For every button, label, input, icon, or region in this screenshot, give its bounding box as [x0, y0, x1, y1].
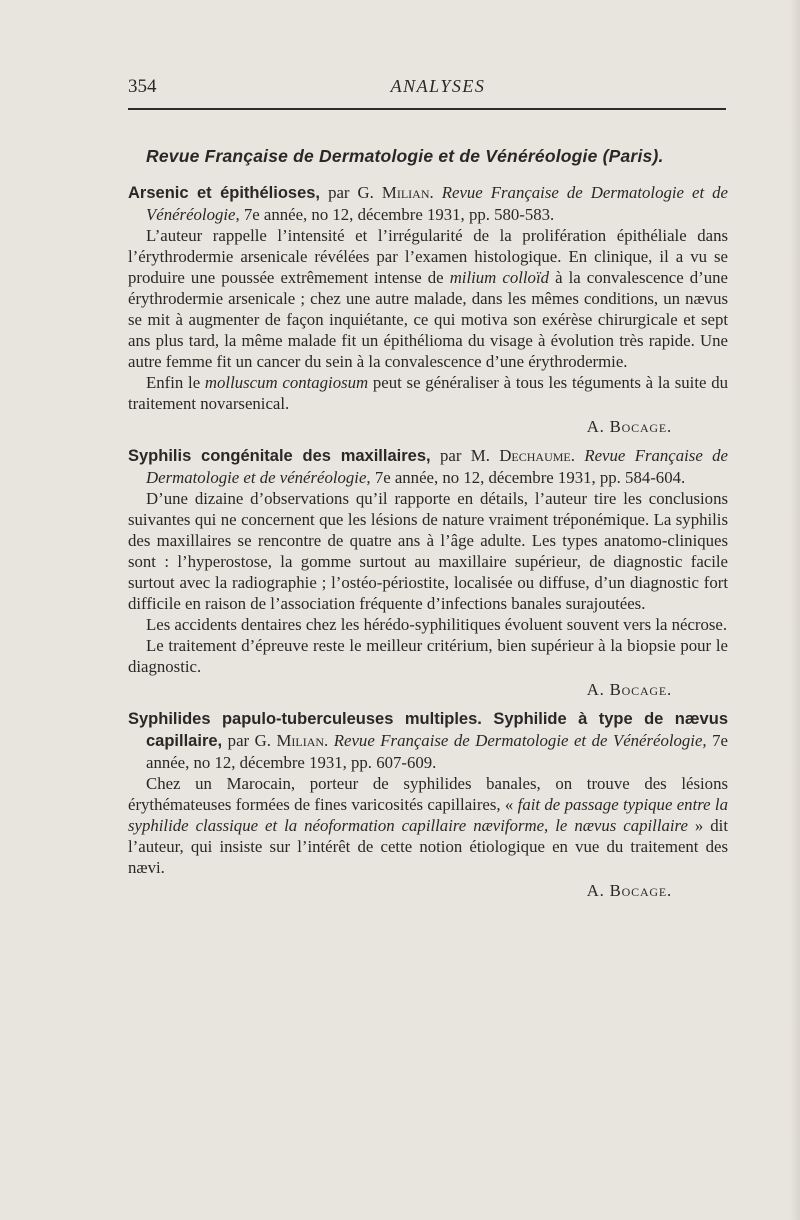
page-edge-shadow [790, 0, 800, 1220]
entry-heading [128, 182, 728, 225]
entry-paragraph: L’auteur rappelle l’intensité et l’irrégularité de la prolifération épithéliale dans l’érythrodermie arsenicale révélées par l’examen histologique. En clinique, il a vu se produire une poussée extrêmement intense de milium colloïd à la convalescence d’une érythrodermie arsenicale ; chez une autre malade, dans les mêmes conditions, un nævus se mit à augmenter de façon inquiétante, ce qui motiva son exérèse chirurgicale et sept ans plus tard, la même malade fit un épithélioma du visage à évolution très rapide. Une autre femme fit un cancer du sein à la convalescence d’une érythrodermie. [128, 226, 728, 371]
review-entry-1 [128, 182, 728, 437]
entry-citation: 7e année, no 12, décembre 1931, pp. 580-583. [243, 205, 555, 224]
entry-signature: A. Bocage. [586, 881, 672, 900]
entry-signature: A. Bocage. [586, 680, 672, 699]
running-title: ANALYSES [390, 76, 486, 96]
journal-section-title: Revue Française de Dermatologie et de Vénéréologie (Paris). [146, 146, 664, 166]
entry-title: Syphilides papulo-tuberculeuses multiples. Syphilide à type de nævus capillaire, [128, 710, 728, 750]
entry-author: Milian. [381, 183, 434, 202]
entry-title: Syphilis congénitale des maxillaires, [128, 447, 431, 465]
entry-paragraph: Enfin le molluscum contagiosum peut se généraliser à tous les téguments à la suite du traitement novarsenical. [128, 373, 728, 413]
entry-journal: Revue Française de Dermatologie et de Vénéréologie, [146, 183, 728, 224]
entry-citation: 7e année, no 12, décembre 1931, pp. 584-604. [374, 468, 686, 487]
review-entry-2 [128, 445, 728, 700]
article-body [128, 182, 728, 909]
entry-author: Dechaume. [499, 446, 575, 465]
entry-paragraph: Les accidents dentaires chez les hérédo-syphilitiques évoluent souvent vers la nécrose. [146, 615, 728, 634]
page-number: 354 [128, 76, 157, 97]
entry-heading [128, 445, 728, 488]
header-rule [128, 108, 726, 110]
entry-heading [128, 708, 728, 773]
entry-journal: Revue Française de Dermatologie et de vénéréologie, [146, 446, 728, 487]
entry-paragraph: Chez un Marocain, porteur de syphilides banales, on trouve des lésions érythémateuses formées de fines varicosités capillaires, « fait de passage typique entre la syphilide classique et la néoformation capillaire næviforme, le nævus capillaire » dit l’auteur, qui insiste sur l’intérêt de cette notion étiologique en vue du traitement des nævi. [128, 774, 728, 877]
entry-by: par G. [227, 731, 271, 750]
running-header [128, 70, 726, 110]
entry-by: par G. [328, 183, 374, 202]
entry-citation: 7e année, no 12, décembre 1931, pp. 607-609. [146, 731, 728, 772]
entry-title: Arsenic et épithélioses, [128, 184, 321, 202]
entry-journal: Revue Française de Dermatologie et de Vénéréologie, [333, 731, 707, 750]
entry-author: Milian. [276, 731, 329, 750]
entry-by: par M. [439, 446, 490, 465]
entry-signature: A. Bocage. [586, 417, 672, 436]
review-entry-3 [128, 708, 728, 901]
entry-paragraph: D’une dizaine d’observations qu’il rapporte en détails, l’auteur tire les conclusions suivantes qui ne concernent que les lésions de nature vraiment tréponémique. La syphilis des maxillaires se rencontre de quatre ans à l’âge adulte. Les types anatomo-cliniques sont : l’hyperostose, la gomme surtout au maxillaire supérieur, de diagnostic facile surtout avec la radiographie ; l’ostéo-périostite, localisée ou diffuse, d’un diagnostic fort difficile en raison de l’association fréquente d’infections banales surajoutées. [128, 489, 728, 613]
entry-paragraph: Le traitement d’épreuve reste le meilleur critérium, bien supérieur à la biopsie pour le diagnostic. [128, 636, 728, 676]
